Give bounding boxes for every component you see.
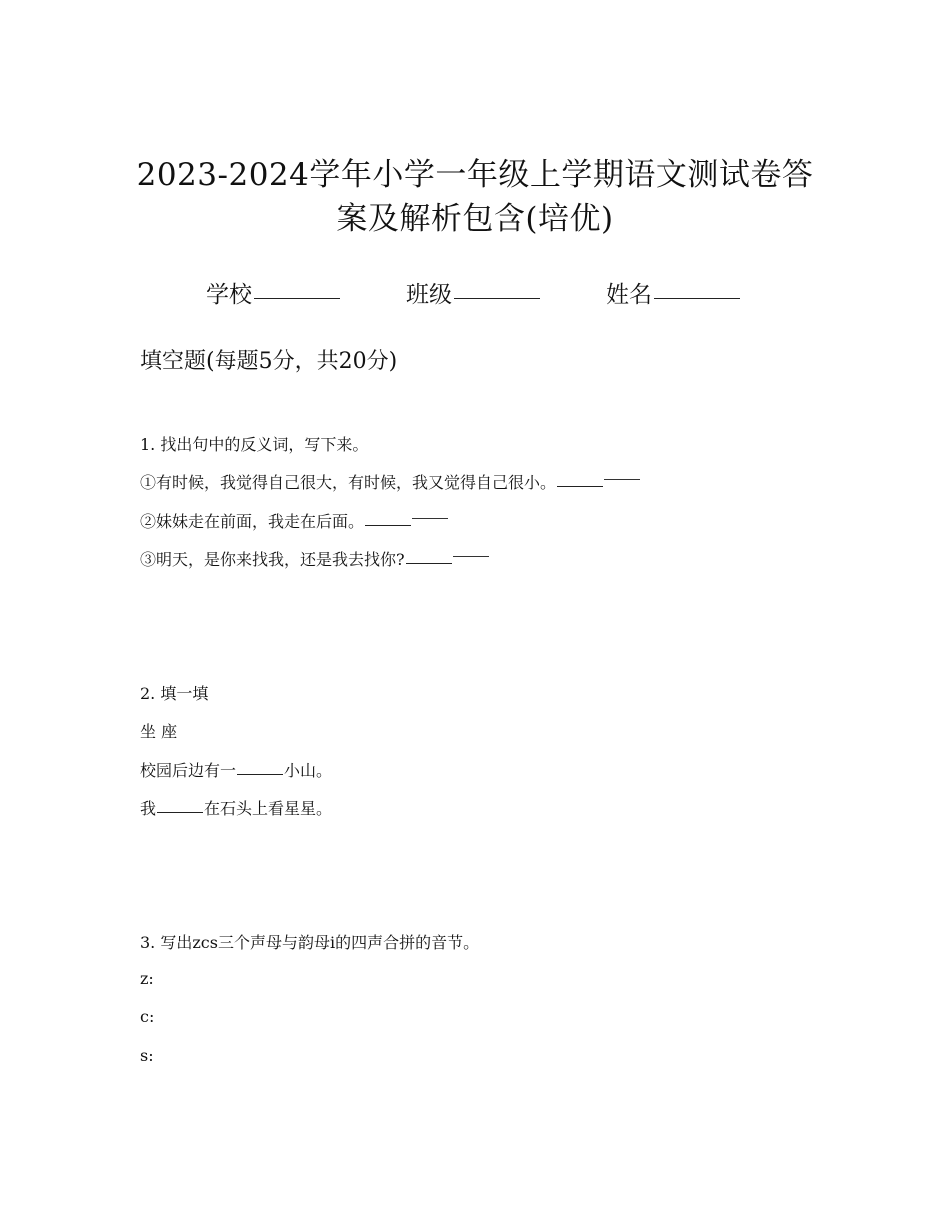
school-field[interactable] (206, 276, 340, 309)
document-title-line-2: 案及解析包含(培优) (336, 201, 614, 237)
answer-blank[interactable] (365, 509, 411, 526)
question-2-word-choices: 坐 座 (140, 722, 178, 741)
name-blank[interactable] (654, 276, 740, 299)
answer-blank[interactable] (157, 796, 203, 813)
sentence-1-start: 校园后边有一 (140, 761, 237, 780)
question-3-line-s: s: (140, 1046, 154, 1065)
question-2-stem: 2. 填一填 (140, 684, 209, 703)
sentence-2-start: 我 (140, 799, 157, 818)
name-field[interactable] (606, 276, 740, 309)
question-3-stem: 3. 写出zcs三个声母与韵母i的四声合拼的音节。 (140, 933, 480, 952)
answer-blank[interactable] (406, 547, 452, 564)
question-1-item-1 (140, 470, 640, 493)
question-3-line-z: z: (140, 969, 154, 988)
question-1-item-3 (140, 547, 489, 570)
document-title-line-1: 2023-2024学年小学一年级上学期语文测试卷答 (136, 157, 814, 193)
school-label: 学校 (206, 282, 252, 308)
class-label: 班级 (406, 282, 452, 308)
section-heading: 填空题(每题5分，共20分) (140, 349, 398, 374)
question-2-sentence-1 (140, 758, 332, 781)
question-1-item-1-text: ①有时候，我觉得自己很大，有时候，我又觉得自己很小。 (140, 473, 557, 492)
question-1-stem: 1. 找出句中的反义词，写下来。 (140, 435, 369, 454)
dash-separator (604, 470, 640, 480)
question-1-item-2 (140, 509, 448, 532)
answer-blank[interactable] (237, 758, 283, 775)
dash-separator (453, 547, 489, 557)
sentence-2-end: 在石头上看星星。 (204, 799, 333, 818)
class-blank[interactable] (454, 276, 540, 299)
class-field[interactable] (406, 276, 540, 309)
question-1-item-2-text: ②妹妹走在前面，我走在后面。 (140, 512, 365, 531)
question-1-item-3-text: ③明天，是你来找我，还是我去找你? (140, 550, 405, 569)
sentence-1-end: 小山。 (284, 761, 333, 780)
question-3-line-c: c: (140, 1007, 155, 1026)
answer-blank[interactable] (557, 470, 603, 487)
name-label: 姓名 (606, 282, 652, 308)
question-2-sentence-2 (140, 796, 332, 819)
school-blank[interactable] (254, 276, 340, 299)
dash-separator (412, 509, 448, 519)
